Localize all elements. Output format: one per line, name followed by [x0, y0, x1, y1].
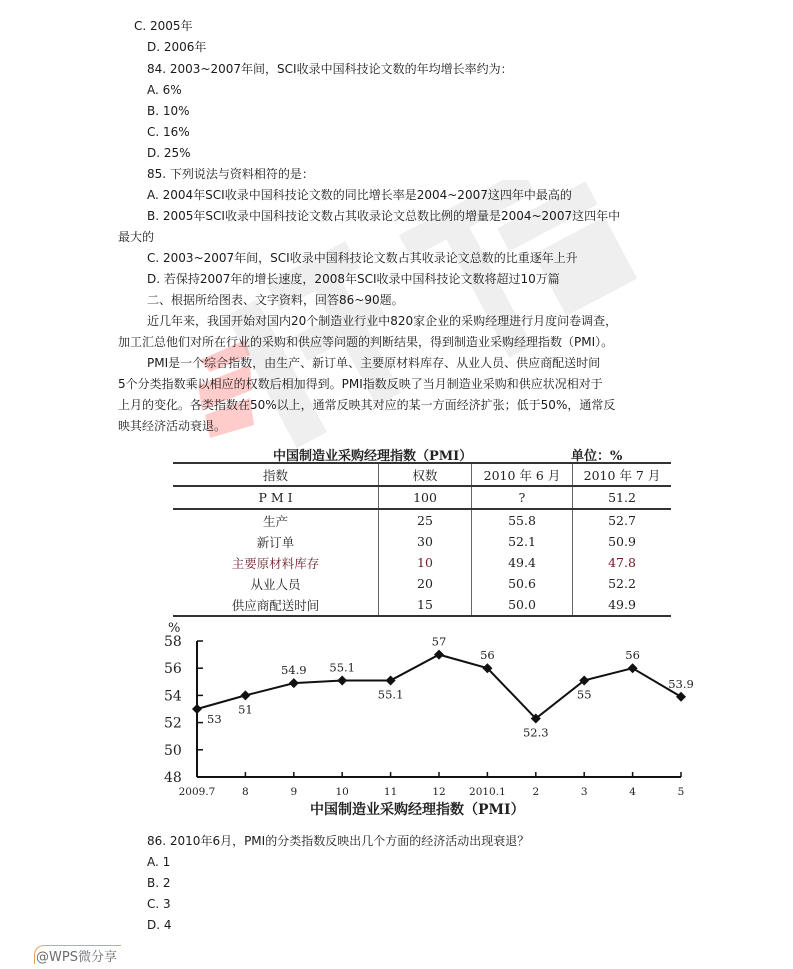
q86-option-d: D. 4 — [147, 918, 172, 932]
q86-option-b: B. 2 — [147, 876, 171, 890]
y-tick-label: 48 — [164, 770, 182, 786]
header-june: 2010 年 6 月 — [472, 463, 573, 486]
data-point-marker — [192, 704, 202, 714]
x-tick-label: 2 — [532, 786, 540, 798]
cell-weight: 30 — [379, 531, 472, 552]
cell-june: 50.6 — [472, 573, 573, 594]
chart-title: 中国制造业采购经理指数（PMI） — [310, 802, 525, 818]
x-tick-label: 12 — [432, 786, 446, 798]
cell-june: 50.0 — [472, 594, 573, 616]
q84-option-a: A. 6% — [147, 83, 182, 97]
wps-share-footer: @WPS微分享 — [36, 950, 117, 965]
data-label: 54.9 — [280, 663, 307, 678]
header-index: 指数 — [173, 463, 379, 486]
cell-june: 55.8 — [472, 509, 573, 531]
data-label: 56 — [480, 648, 495, 663]
header-weight: 权数 — [379, 463, 472, 486]
data-label: 53 — [207, 712, 222, 726]
q84-option-b: B. 10% — [147, 104, 190, 118]
intro-para1-line1: 近几年来，我国开始对国内20个制造业行业中820家企业的采购经理进行月度问卷调查， — [147, 314, 618, 328]
q86-option-a: A. 1 — [147, 855, 171, 869]
intro-para1-line2: 加工汇总他们对所在行业的采购和供应等问题的判断结果，得到制造业采购经理指数（PMI）。 — [118, 335, 614, 349]
x-tick-label: 9 — [290, 786, 298, 798]
table-header-row — [173, 463, 671, 486]
data-label: 51 — [238, 702, 253, 717]
x-tick-label: 11 — [383, 786, 398, 798]
cell-name: 生产 — [173, 509, 379, 531]
intro-para2-line2: 5个分类指数乘以相应的权数后相加得到。PMI指数反映了当月制造业采购和供应状况相对于 — [118, 377, 603, 391]
intro-para2-line3: 上月的变化。各类指数在50%以上，通常反映其对应的某一方面经济扩张；低于50%，通常反 — [118, 398, 616, 412]
pmi-series-line — [197, 655, 681, 719]
cell-july: 50.9 — [608, 534, 636, 549]
option-c-prev: C. 2005年 — [134, 19, 193, 33]
q85-option-c: C. 2003~2007年间，SCI收录中国科技论文数占其收录论文总数的比重逐年上升 — [147, 251, 578, 265]
cell-weight: 20 — [379, 573, 472, 594]
cell-june: 49.4 — [472, 552, 573, 573]
table-row — [173, 552, 671, 573]
table-unit: 单位：% — [571, 449, 623, 464]
q84-option-d: D. 25% — [147, 146, 191, 160]
pmi-table — [173, 462, 671, 617]
cell-name: P M I — [173, 486, 379, 509]
data-point-marker — [337, 675, 347, 685]
y-tick-label: 52 — [164, 715, 182, 732]
cell-june: 52.1 — [472, 531, 573, 552]
cell-name: 新订单 — [173, 531, 379, 552]
cell-july: 52.2 — [608, 576, 636, 591]
data-point-marker — [240, 690, 250, 700]
y-tick-label: 58 — [164, 634, 182, 650]
q84-option-c: C. 16% — [147, 125, 190, 139]
intro-para2-line4: 映其经济活动衰退。 — [118, 419, 227, 433]
data-point-marker — [676, 692, 686, 702]
y-tick-label: 56 — [164, 661, 182, 678]
x-tick-label: 5 — [677, 786, 685, 798]
cell-weight: 100 — [379, 486, 472, 509]
q86-option-c: C. 3 — [147, 897, 171, 911]
table-row — [173, 531, 671, 552]
cell-name: 主要原材料库存 — [173, 552, 379, 573]
data-label: 55 — [576, 687, 592, 702]
option-d-prev: D. 2006年 — [147, 40, 207, 54]
cell-name: 从业人员 — [173, 573, 379, 594]
q85-option-b-cont: 最大的 — [118, 230, 155, 244]
header-july: 2010 年 7 月 — [583, 467, 661, 483]
q85-stem: 85. 下列说法与资料相符的是： — [147, 167, 314, 181]
section-heading: 二、根据所给图表、文字资料，回答86~90题。 — [147, 293, 404, 307]
x-tick-label: 4 — [629, 786, 636, 798]
cell-weight: 25 — [379, 509, 472, 531]
data-label: 52.3 — [522, 725, 549, 740]
x-tick-label: 2009.7 — [178, 786, 216, 798]
data-point-marker — [628, 663, 638, 673]
data-label: 55.1 — [377, 687, 404, 702]
x-tick-label: 10 — [335, 786, 349, 798]
y-tick-label: 50 — [164, 742, 182, 759]
y-axis-unit: % — [168, 621, 181, 636]
data-point-marker — [386, 675, 396, 685]
data-point-marker — [289, 678, 299, 688]
data-point-marker — [434, 650, 444, 660]
table-title: 中国制造业采购经理指数（PMI） — [273, 449, 473, 464]
cell-weight: 15 — [379, 594, 472, 616]
data-label: 57 — [431, 634, 447, 649]
table-row — [173, 509, 671, 531]
x-tick-label: 8 — [242, 786, 249, 798]
pmi-table-container — [173, 444, 671, 617]
table-row — [173, 594, 671, 616]
intro-para2-line1: PMI是一个综合指数，由生产、新订单、主要原材料库存、从业人员、供应商配送时间 — [147, 356, 601, 370]
q86-stem: 86. 2010年6月，PMI的分类指数反映出几个方面的经济活动出现衰退？ — [147, 834, 530, 848]
pmi-line-chart — [160, 618, 720, 818]
cell-july: 51.2 — [608, 490, 636, 505]
table-caption — [173, 444, 671, 462]
cell-weight: 10 — [379, 552, 472, 573]
y-tick-label: 54 — [164, 688, 182, 705]
x-tick-label: 2010.1 — [469, 786, 506, 798]
q85-option-a: A. 2004年SCI收录中国科技论文数的同比增长率是2004~2007这四年中最高的 — [147, 188, 572, 202]
data-label: 55.1 — [329, 660, 356, 675]
q84-stem: 84. 2003~2007年间，SCI收录中国科技论文数的年均增长率约为： — [147, 62, 513, 76]
table-row — [173, 486, 671, 509]
cell-july: 52.7 — [608, 513, 636, 528]
data-label: 56 — [625, 648, 640, 663]
cell-june: ? — [472, 486, 573, 509]
cell-name: 供应商配送时间 — [173, 594, 379, 616]
q85-option-b: B. 2005年SCI收录中国科技论文数占其收录论文总数比例的增量是2004~2007这四年中 — [147, 209, 621, 223]
q85-option-d: D. 若保持2007年的增长速度，2008年SCI收录中国科技论文数将超过10万篇 — [147, 272, 560, 286]
data-label: 53.9 — [668, 676, 694, 691]
table-row — [173, 573, 671, 594]
x-tick-label: 3 — [580, 786, 588, 798]
cell-july: 47.8 — [608, 555, 636, 570]
cell-july: 49.9 — [608, 597, 636, 612]
